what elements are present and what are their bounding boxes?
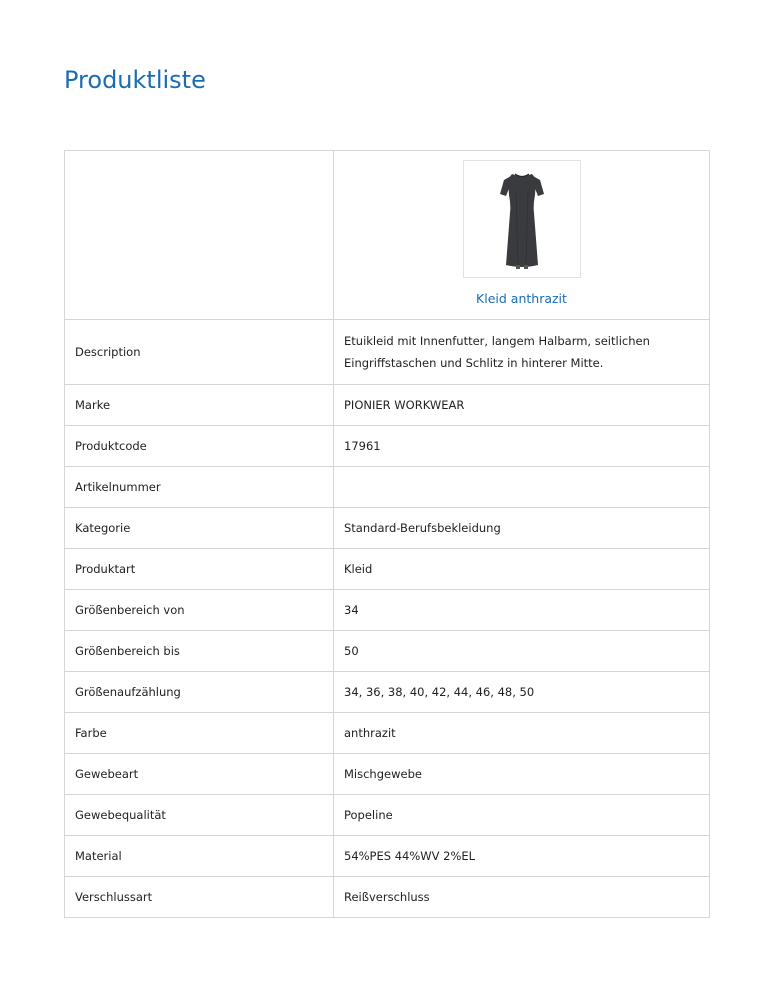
attribute-label: Produktart bbox=[65, 549, 334, 590]
attribute-row-artikelnummer bbox=[65, 467, 710, 508]
attribute-label: Farbe bbox=[65, 713, 334, 754]
attribute-row-groessenbereich-bis bbox=[65, 631, 710, 672]
attribute-label: Produktcode bbox=[65, 426, 334, 467]
attribute-row-produktcode bbox=[65, 426, 710, 467]
product-header-cell bbox=[334, 151, 710, 320]
header-empty-cell bbox=[65, 151, 334, 320]
attribute-value: Reißverschluss bbox=[334, 877, 710, 918]
attribute-label: Artikelnummer bbox=[65, 467, 334, 508]
attribute-label: Kategorie bbox=[65, 508, 334, 549]
attribute-value: Mischgewebe bbox=[334, 754, 710, 795]
attribute-label: Marke bbox=[65, 385, 334, 426]
attribute-label: Größenaufzählung bbox=[65, 672, 334, 713]
attribute-label: Größenbereich von bbox=[65, 590, 334, 631]
product-header-row bbox=[65, 151, 710, 320]
attribute-row-gewebequalitaet bbox=[65, 795, 710, 836]
page-title: Produktliste bbox=[64, 66, 206, 94]
attribute-value: 34 bbox=[334, 590, 710, 631]
attribute-value: 54%PES 44%WV 2%EL bbox=[334, 836, 710, 877]
attribute-row-farbe bbox=[65, 713, 710, 754]
product-image[interactable] bbox=[463, 160, 581, 278]
attribute-label: Description bbox=[65, 320, 334, 385]
attribute-row-groessenbereich-von bbox=[65, 590, 710, 631]
attribute-value: 50 bbox=[334, 631, 710, 672]
attribute-row-groessenaufzaehlung bbox=[65, 672, 710, 713]
attribute-value bbox=[334, 467, 710, 508]
attribute-label: Größenbereich bis bbox=[65, 631, 334, 672]
attribute-label: Material bbox=[65, 836, 334, 877]
attribute-row-produktart bbox=[65, 549, 710, 590]
attribute-row-description bbox=[65, 320, 710, 385]
attribute-label: Gewebeart bbox=[65, 754, 334, 795]
attribute-value: anthrazit bbox=[334, 713, 710, 754]
attribute-label: Verschlussart bbox=[65, 877, 334, 918]
attribute-value: Kleid bbox=[334, 549, 710, 590]
attribute-row-verschlussart bbox=[65, 877, 710, 918]
product-name-link[interactable]: Kleid anthrazit bbox=[476, 291, 567, 306]
attribute-row-material bbox=[65, 836, 710, 877]
attribute-value: Standard-Berufsbekleidung bbox=[334, 508, 710, 549]
product-table bbox=[64, 150, 710, 918]
attribute-value: 34, 36, 38, 40, 42, 44, 46, 48, 50 bbox=[334, 672, 710, 713]
dress-icon bbox=[464, 161, 580, 277]
attribute-row-gewebeart bbox=[65, 754, 710, 795]
attribute-row-marke bbox=[65, 385, 710, 426]
attribute-label: Gewebequalität bbox=[65, 795, 334, 836]
attribute-value: PIONIER WORKWEAR bbox=[334, 385, 710, 426]
attribute-value: Popeline bbox=[334, 795, 710, 836]
attribute-value: 17961 bbox=[334, 426, 710, 467]
attribute-value: Etuikleid mit Innenfutter, langem Halbarm, seitlichen Eingriffstaschen und Schlitz in hinterer Mitte. bbox=[334, 320, 710, 385]
attribute-row-kategorie bbox=[65, 508, 710, 549]
